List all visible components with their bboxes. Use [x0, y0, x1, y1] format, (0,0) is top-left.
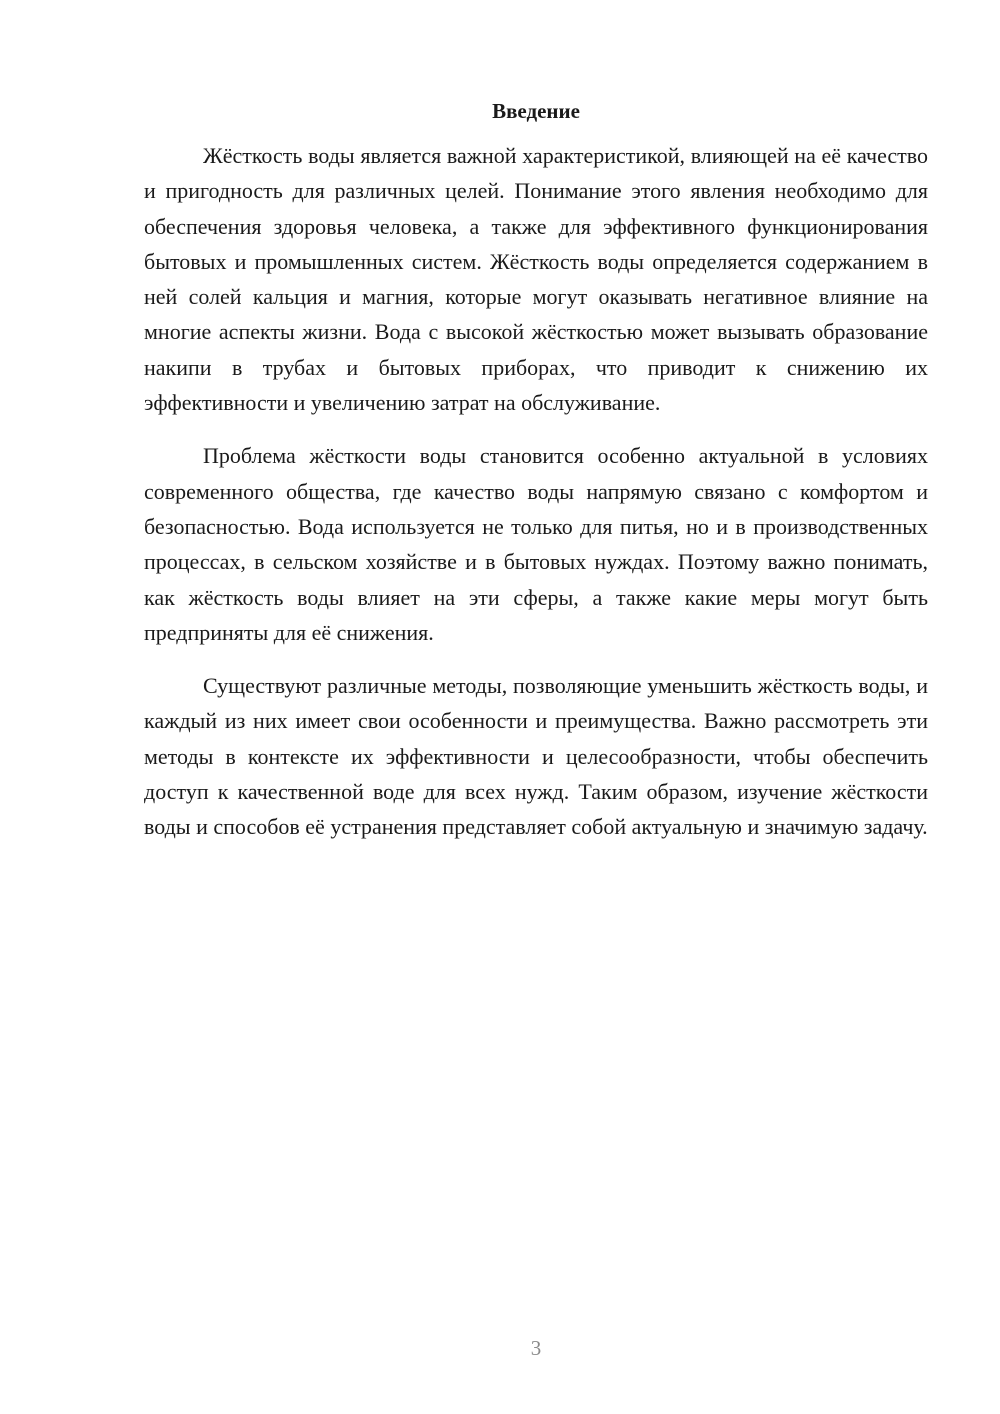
- section-heading: Введение: [492, 99, 580, 123]
- page-content: [144, 96, 928, 845]
- page-number: 3: [530, 1336, 542, 1360]
- paragraph-2: Проблема жёсткости воды становится особенно актуальной в условиях современного общества, где качество воды напрямую связано с комфортом и безопасностью. Вода используется не только для питья, но и в производственных процессах, в сельском хозяйстве и в бытовых нуждах. Поэтому важно понимать, как жёсткость воды влияет на эти сферы, а также какие меры могут быть предприняты для её снижения.: [144, 443, 928, 645]
- paragraph-1: Жёсткость воды является важной характеристикой, влияющей на её качество и пригодность для различных целей. Понимание этого явления необходимо для обеспечения здоровья человека, а также для эффективного функционирования бытовых и промышленных систем. Жёсткость воды определяется содержанием в ней солей кальция и магния, которые могут оказывать негативное влияние на многие аспекты жизни. Вода с высокой жёсткостью может вызывать образование накипи в трубах и бытовых приборах, что приводит к снижению их эффективности и увеличению затрат на обслуживание.: [144, 143, 928, 416]
- paragraph-3: Существуют различные методы, позволяющие уменьшить жёсткость воды, и каждый из них имеет свои особенности и преимущества. Важно рассмотреть эти методы в контексте их эффективности и целесообразности, чтобы обеспечить доступ к качественной воде для всех нужд. Таким образом, изучение жёсткости воды и способов её устранения представляет собой актуальную и значимую задачу.: [144, 673, 928, 840]
